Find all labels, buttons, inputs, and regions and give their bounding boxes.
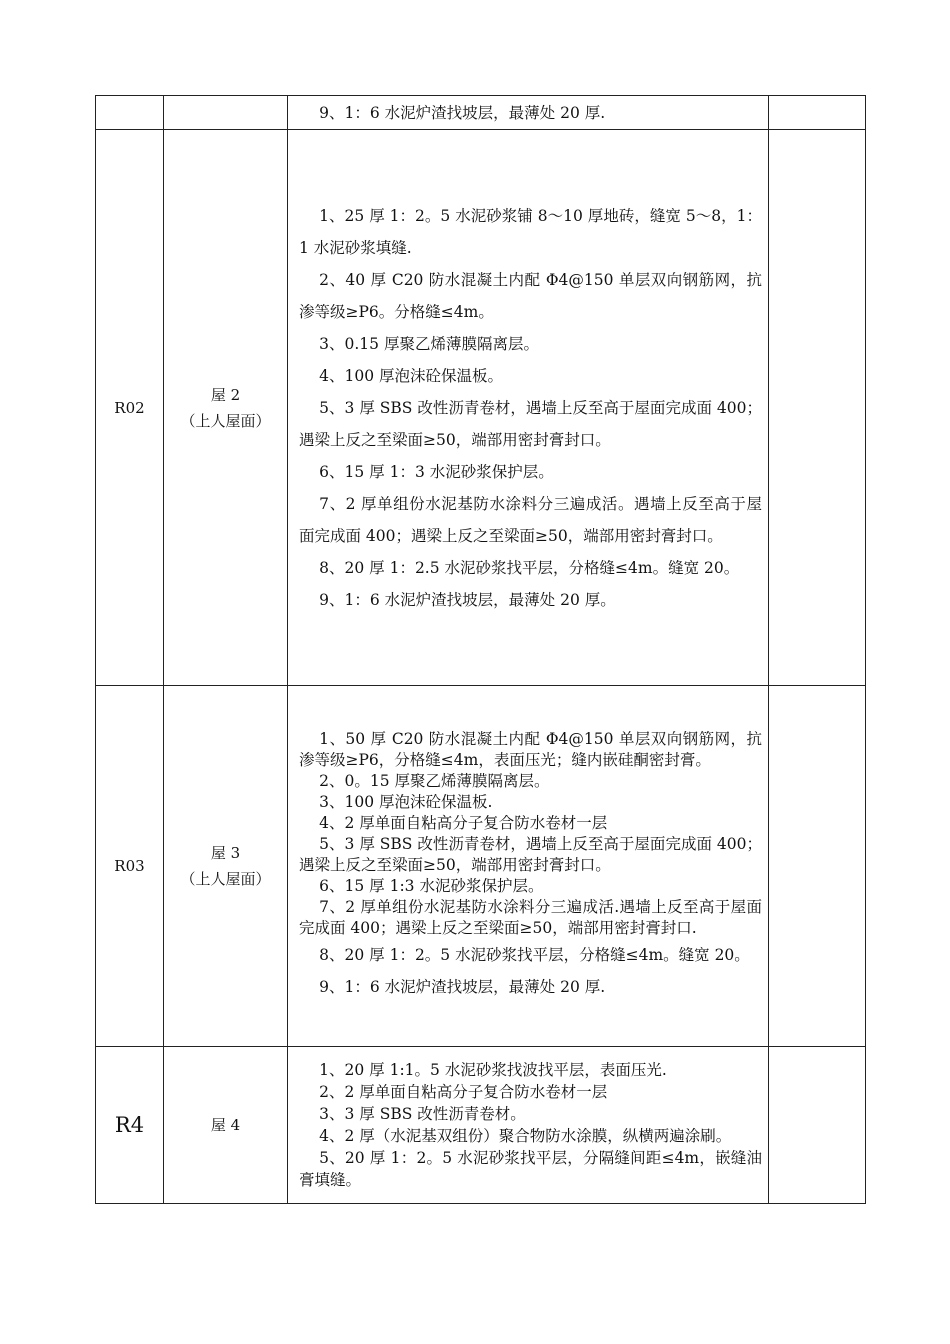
row-description-cell: [288, 686, 769, 1047]
row-code-cell: [96, 96, 164, 130]
description-item: 2、40 厚 C20 防水混凝土内配 Φ4@150 单层双向钢筋网，抗渗等级≥P6。分格缝≤4m。: [299, 270, 762, 321]
row-description-cell: [288, 96, 769, 130]
description-item: 2、0。15 厚聚乙烯薄膜隔离层。: [319, 772, 550, 790]
row-description-cell: [288, 130, 769, 686]
description-item: 1、50 厚 C20 防水混凝土内配 Φ4@150 单层双向钢筋网，抗渗等级≥P6，分格缝≤4m，表面压光；缝内嵌硅酮密封膏。: [299, 730, 762, 769]
table-row: [96, 686, 866, 1047]
table-row: [96, 1047, 866, 1204]
description-item: 5、3 厚 SBS 改性沥青卷材，遇墙上反至高于屋面完成面 400；遇梁上反之至梁面≥50，端部用密封膏封口。: [299, 398, 762, 449]
row-remark-cell: [769, 1047, 866, 1204]
row-subname: （上人屋面）: [180, 870, 271, 888]
description-item: 1、20 厚 1:1。5 水泥砂浆找波找平层，表面压光.: [319, 1061, 667, 1079]
table-row: [96, 130, 866, 686]
row-name-cell: [164, 130, 288, 686]
description-item: 2、2 厚单面自粘高分子复合防水卷材一层: [319, 1083, 608, 1101]
roof-spec-table: [95, 95, 866, 1204]
row-code-cell: R03: [96, 686, 164, 1047]
description-item: 9、1：6 水泥炉渣找坡层，最薄处 20 厚.: [319, 103, 606, 122]
description-item: 9、1：6 水泥炉渣找坡层，最薄处 20 厚.: [319, 978, 606, 996]
row-code-cell: R02: [96, 130, 164, 686]
row-name-cell: [164, 686, 288, 1047]
row-name-cell: [164, 1047, 288, 1204]
row-remark-cell: [769, 130, 866, 686]
description-item: 4、2 厚（水泥基双组份）聚合物防水涂膜，纵横两遍涂刷。: [319, 1127, 732, 1145]
description-item: 7、2 厚单组份水泥基防水涂料分三遍成活。遇墙上反至高于屋面完成面 400；遇梁上反之至梁面≥50，端部用密封膏封口。: [299, 494, 762, 545]
row-description-cell: [288, 1047, 769, 1204]
row-code-cell: R4: [96, 1047, 164, 1204]
row-name-cell: [164, 96, 288, 130]
description-item: 1、25 厚 1：2。5 水泥砂浆铺 8～10 厚地砖，缝宽 5～8，1：1 水泥砂浆填缝.: [299, 206, 762, 257]
description-item: 6、15 厚 1:3 水泥砂浆保护层。: [319, 877, 544, 895]
description-item: 3、100 厚泡沫砼保温板.: [319, 793, 493, 811]
description-item: 5、20 厚 1：2。5 水泥砂浆找平层，分隔缝间距≤4m，嵌缝油膏填缝。: [299, 1149, 762, 1189]
row-subname: （上人屋面）: [180, 411, 271, 430]
row-name: 屋 3: [210, 844, 241, 862]
description-item: 3、3 厚 SBS 改性沥青卷材。: [319, 1105, 526, 1123]
description-item: 8、20 厚 1：2。5 水泥砂浆找平层，分格缝≤4m。缝宽 20。: [319, 946, 750, 964]
description-item: 4、2 厚单面自粘高分子复合防水卷材一层: [319, 814, 608, 832]
row-remark-cell: [769, 686, 866, 1047]
description-item: 7、2 厚单组份水泥基防水涂料分三遍成活.遇墙上反至高于屋面完成面 400；遇梁上反之至梁面≥50，端部用密封膏封口.: [299, 898, 762, 937]
description-item: 6、15 厚 1：3 水泥砂浆保护层。: [319, 462, 554, 481]
description-item: 9、1：6 水泥炉渣找坡层，最薄处 20 厚。: [319, 590, 616, 609]
description-item: 4、100 厚泡沫砼保温板。: [319, 366, 504, 385]
table-row: [96, 96, 866, 130]
description-item: 3、0.15 厚聚乙烯薄膜隔离层。: [319, 334, 539, 353]
description-item: 8、20 厚 1：2.5 水泥砂浆找平层，分格缝≤4m。缝宽 20。: [319, 558, 740, 577]
row-name: 屋 4: [210, 1116, 241, 1134]
row-remark-cell: [769, 96, 866, 130]
row-name: 屋 2: [210, 385, 241, 404]
description-item: 5、3 厚 SBS 改性沥青卷材，遇墙上反至高于屋面完成面 400；遇梁上反之至梁面≥50，端部用密封膏封口。: [299, 835, 762, 874]
